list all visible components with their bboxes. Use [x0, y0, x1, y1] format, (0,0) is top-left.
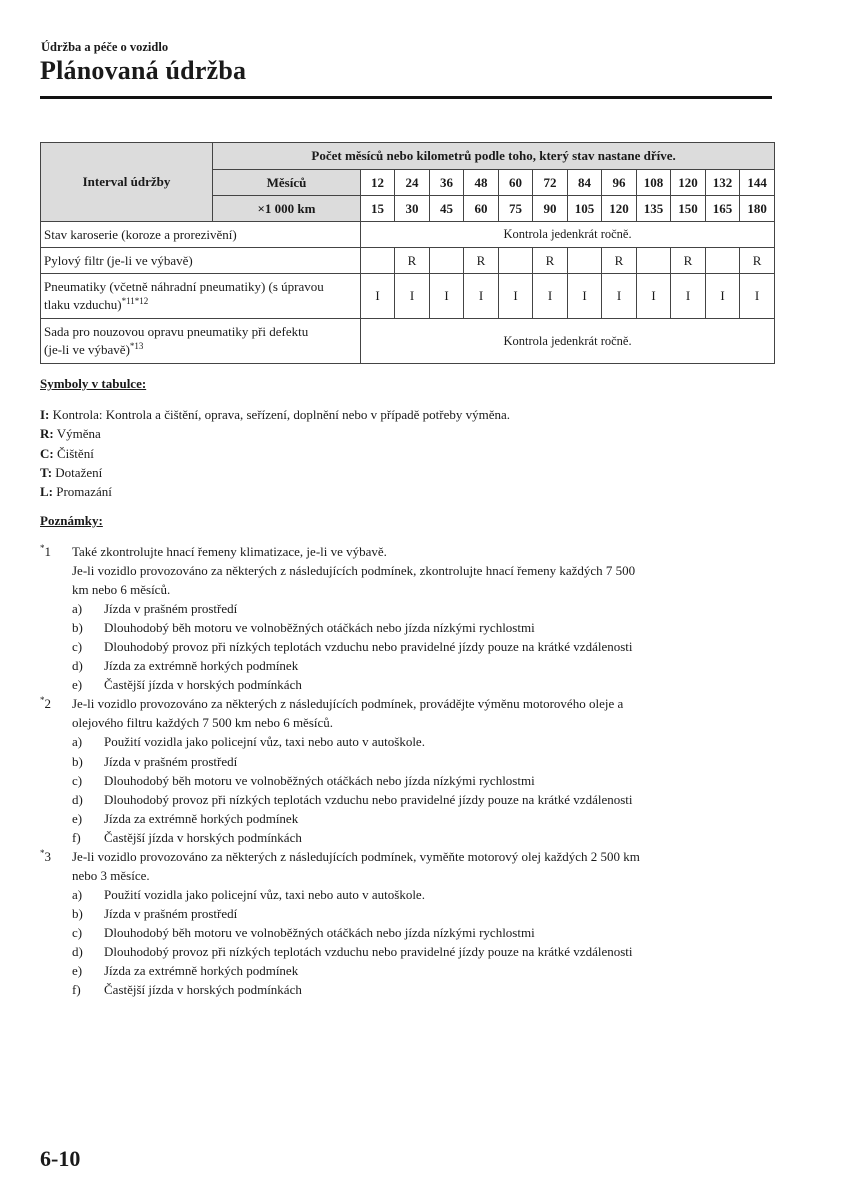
legend-item — [40, 405, 510, 424]
note-line: Je-li vozidlo provozováno za některých z následujících podmínek, zkontrolujte hnací řemeny každých 7 500 — [72, 563, 636, 579]
section-label: Údržba a péče o vozidlo — [41, 40, 169, 54]
note-subitem-text: Použití vozidla jako policejní vůz, taxi nebo auto v autoškole. — [104, 734, 425, 750]
note-subitem — [72, 980, 760, 999]
note-subitem — [72, 885, 760, 904]
top-header: Počet měsíců nebo kilometrů podle toho, který stav nastane dříve. — [213, 143, 775, 170]
row-cell — [361, 248, 395, 274]
page-title: Plánovaná údržba — [40, 56, 247, 85]
note-subitem-letter: a) — [72, 601, 83, 617]
note-subitem-text: Dlouhodobý provoz při nízkých teplotách vzduchu nebo pravidelné jízdy pouze na krátké vzdálenosti — [104, 943, 633, 959]
legend-list — [40, 405, 510, 501]
note-subitem-letter: d) — [72, 658, 83, 674]
row-cell — [637, 248, 671, 274]
legend-text: Čištění — [53, 445, 94, 461]
note-asterisk: * — [40, 847, 45, 858]
note-subitem — [72, 904, 760, 923]
note-subitem — [72, 752, 760, 771]
notes-title: Poznámky: — [40, 513, 103, 528]
month-value: 120 — [671, 170, 706, 196]
month-value: 96 — [602, 170, 637, 196]
legend-item — [40, 482, 510, 501]
note-subitem-text: Častější jízda v horských podmínkách — [104, 829, 302, 845]
row-cell — [499, 248, 533, 274]
note-subitem-text: Jízda za extrémně horkých podmínek — [104, 658, 299, 674]
note-subitem — [72, 961, 760, 980]
note-line: Také zkontrolujte hnací řemeny klimatizace, je-li ve výbavě. — [72, 544, 387, 559]
note-subitem-letter: f) — [72, 982, 81, 998]
row-label: Sada pro nouzovou opravu pneumatiky při defektu (je-li ve výbavě)$^{*13}$ — [41, 319, 361, 364]
note-subitem-letter: e) — [72, 677, 83, 693]
row-cell: I — [740, 274, 775, 319]
km-value: 45 — [430, 196, 464, 222]
note-subitem — [72, 809, 760, 828]
row-cell: I — [637, 274, 671, 319]
km-value: 165 — [706, 196, 740, 222]
note-subitem — [72, 618, 760, 637]
note-line: km nebo 6 měsíců. — [72, 582, 171, 598]
note-subitem-letter: b) — [72, 620, 83, 636]
km-value: 150 — [671, 196, 706, 222]
legend-key: I: — [40, 407, 50, 422]
row-span-value: Kontrola jedenkrát ročně. — [361, 222, 775, 248]
row-cell: R — [533, 248, 568, 274]
month-value: 108 — [637, 170, 671, 196]
page-number: 6-10 — [40, 1146, 81, 1171]
legend-item — [40, 424, 510, 443]
note-subitem-text: Použití vozidla jako policejní vůz, taxi nebo auto v autoškole. — [104, 886, 425, 902]
note-line: Je-li vozidlo provozováno za některých z následujících podmínek, provádějte výměnu motorového oleje a — [72, 696, 624, 712]
row-cell: R — [671, 248, 706, 274]
row-cell — [706, 248, 740, 274]
table-row — [41, 274, 775, 319]
km-value: 135 — [637, 196, 671, 222]
legend-key: L: — [40, 484, 53, 500]
note-subitem-letter: a) — [72, 886, 83, 902]
note-subitem-text: Jízda za extrémně horkých podmínek — [104, 963, 299, 979]
note-subitem-text: Častější jízda v horských podmínkách — [104, 982, 302, 998]
table-row — [41, 319, 775, 364]
note-subitem-text: Dlouhodobý běh motoru ve volnoběžných otáčkách nebo jízda nízkými rychlostmi — [104, 772, 535, 788]
footnote-ref: *13 — [129, 341, 144, 351]
note-subitem-letter: e) — [72, 963, 83, 979]
row-cell — [430, 248, 464, 274]
note-subitem-letter: c) — [72, 924, 83, 940]
note-subitem-text: Častější jízda v horských podmínkách — [104, 677, 302, 693]
km-value: 60 — [464, 196, 499, 222]
note-subitem-letter: c) — [72, 639, 83, 655]
interval-header: Interval údržby — [41, 143, 213, 222]
legend-item — [40, 463, 510, 482]
row-cell — [568, 248, 602, 274]
note-line: Je-li vozidlo provozováno za některých z následujících podmínek, vyměňte motorový olej každých 2 500 km — [72, 848, 640, 864]
month-value: 36 — [430, 170, 464, 196]
km-value: 75 — [499, 196, 533, 222]
note-subitem — [72, 732, 760, 751]
legend-text: Promazání — [53, 484, 112, 500]
row-label: Pneumatiky (včetně náhradní pneumatiky) (s úpravou tlaku vzduchu)$^{*11*12}$ — [41, 274, 361, 319]
note-item — [40, 847, 760, 999]
month-value: 132 — [706, 170, 740, 196]
note-subitem-letter: b) — [72, 753, 83, 769]
row-cell: I — [430, 274, 464, 319]
legend-key: C: — [40, 445, 54, 461]
months-label: Měsíců — [213, 170, 361, 196]
note-marker — [40, 694, 51, 713]
legend-text: Výměna — [53, 426, 101, 442]
header-row-top — [41, 143, 775, 170]
row-span-value: Kontrola jedenkrát ročně. — [361, 319, 775, 364]
note-number: 1 — [44, 544, 51, 559]
row-cell: I — [706, 274, 740, 319]
km-value: 180 — [740, 196, 775, 222]
note-subitem-text: Dlouhodobý provoz při nízkých teplotách vzduchu nebo pravidelné jízdy pouze na krátké vzdálenosti — [104, 639, 633, 655]
footnote-ref: *11*12 — [121, 296, 149, 306]
row-cell: R — [602, 248, 637, 274]
row-cell: I — [499, 274, 533, 319]
row-cell: R — [464, 248, 499, 274]
legend-key: R: — [40, 426, 54, 442]
km-value: 30 — [395, 196, 430, 222]
row-cell: I — [395, 274, 430, 319]
row-cell: I — [361, 274, 395, 319]
note-subitem — [72, 923, 760, 942]
title-divider — [40, 96, 772, 99]
km-label: ×1 000 km — [213, 196, 361, 222]
legend-text: Dotažení — [52, 464, 103, 480]
row-cell: R — [395, 248, 430, 274]
note-marker — [40, 847, 51, 866]
legend-title: Symboly v tabulce: — [40, 376, 147, 391]
note-asterisk: * — [40, 543, 45, 553]
legend-key: T: — [40, 464, 53, 480]
note-subitem-text: Dlouhodobý provoz při nízkých teplotách vzduchu nebo pravidelné jízdy pouze na krátké vzdálenosti — [104, 791, 633, 807]
note-subitem-text: Jízda v prašném prostředí — [104, 601, 238, 617]
note-subitem-text: Jízda za extrémně horkých podmínek — [104, 810, 299, 826]
note-item — [40, 694, 760, 846]
month-value: 48 — [464, 170, 499, 196]
note-subitem — [72, 656, 760, 675]
month-value: 24 — [395, 170, 430, 196]
legend-text: Kontrola: Kontrola a čištění, oprava, seřízení, doplnění nebo v případě potřeby výměna. — [49, 407, 511, 422]
km-value: 15 — [361, 196, 395, 222]
km-value: 105 — [568, 196, 602, 222]
month-value: 84 — [568, 170, 602, 196]
month-value: 144 — [740, 170, 775, 196]
note-subitem-text: Dlouhodobý běh motoru ve volnoběžných otáčkách nebo jízda nízkými rychlostmi — [104, 924, 535, 940]
note-number: 2 — [44, 696, 51, 712]
legend-item — [40, 444, 510, 463]
note-subitem-letter: d) — [72, 943, 83, 959]
note-line: nebo 3 měsíce. — [72, 867, 150, 883]
note-subitem-letter: a) — [72, 734, 83, 750]
note-subitem — [72, 942, 760, 961]
month-value: 12 — [361, 170, 395, 196]
note-subitem-letter: c) — [72, 772, 83, 788]
note-number: 3 — [44, 848, 51, 864]
note-subitem — [72, 828, 760, 847]
km-value: 90 — [533, 196, 568, 222]
note-subitem-text: Dlouhodobý běh motoru ve volnoběžných otáčkách nebo jízda nízkými rychlostmi — [104, 620, 535, 636]
note-subitem — [72, 790, 760, 809]
note-subitem — [72, 675, 760, 694]
row-label: Pylový filtr (je-li ve výbavě) — [41, 248, 361, 274]
row-cell: I — [533, 274, 568, 319]
row-cell: R — [740, 248, 775, 274]
note-item — [40, 542, 760, 694]
note-subitem-letter: b) — [72, 905, 83, 921]
maintenance-schedule-table — [40, 142, 775, 364]
month-value: 72 — [533, 170, 568, 196]
note-subitem — [72, 637, 760, 656]
notes-list — [40, 542, 760, 999]
note-marker — [40, 542, 51, 561]
note-subitem-text: Jízda v prašném prostředí — [104, 905, 238, 921]
row-cell: I — [602, 274, 637, 319]
note-subitem — [72, 771, 760, 790]
note-subitem-text: Jízda v prašném prostředí — [104, 753, 238, 769]
row-label: Stav karoserie (koroze a prorezivění) — [41, 222, 361, 248]
note-subitem-letter: f) — [72, 829, 81, 845]
note-subitem-letter: d) — [72, 791, 83, 807]
row-cell: I — [464, 274, 499, 319]
row-cell: I — [671, 274, 706, 319]
note-subitem-letter: e) — [72, 810, 83, 826]
table-row — [41, 248, 775, 274]
table-row — [41, 222, 775, 248]
km-value: 120 — [602, 196, 637, 222]
note-subitem — [72, 599, 760, 618]
note-asterisk: * — [40, 695, 45, 706]
month-value: 60 — [499, 170, 533, 196]
row-cell: I — [568, 274, 602, 319]
note-line: olejového filtru každých 7 500 km nebo 6 měsíců. — [72, 715, 334, 731]
